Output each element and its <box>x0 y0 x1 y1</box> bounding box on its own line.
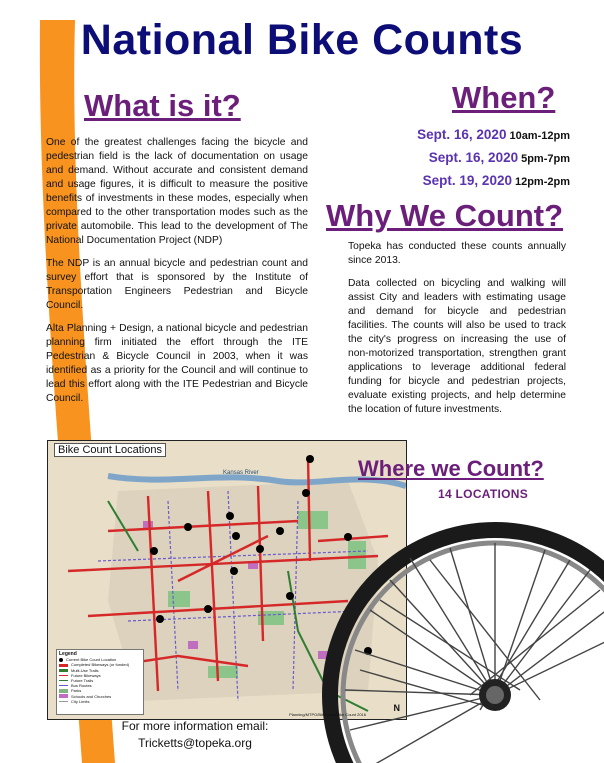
what-text-column <box>46 136 308 415</box>
date-row <box>360 124 570 147</box>
date: Sept. 16, 2020 <box>417 127 507 142</box>
why-paragraph: Topeka has conducted these counts annually since 2013. <box>348 241 566 266</box>
count-location-marker <box>286 592 294 600</box>
count-location-marker <box>256 545 264 553</box>
what-paragraph: Alta Planning + Design, a national bicycle and pedestrian planning firm initiated the effort through the ITE Pedestrian & Bicycle Council in 2003, when it was identified as a priority for the Council and will continue to lead this effort along with the ITE Pedestrian and Bicycle Council. <box>46 323 308 404</box>
legend-swatch <box>59 669 68 672</box>
count-location-marker <box>204 605 212 613</box>
why-text-column <box>348 240 566 426</box>
legend-swatch <box>59 675 68 676</box>
date-row <box>360 170 570 193</box>
legend-label: Completed Bikeways (or funded) <box>71 662 130 668</box>
map-title: Bike Count Locations <box>54 443 166 457</box>
legend-label: Future Bikeways <box>71 672 101 678</box>
date: Sept. 16, 2020 <box>428 150 519 165</box>
legend-swatch <box>59 685 68 686</box>
locations-count: 14 LOCATIONS <box>437 487 529 501</box>
map-credit: Planning/MTPO/Bikeways/Bike Count 2016 <box>289 712 366 717</box>
count-location-marker <box>150 547 158 555</box>
time: 12pm-2pm <box>514 176 570 188</box>
legend-swatch <box>59 664 68 667</box>
north-arrow-icon: N <box>393 703 400 713</box>
count-location-marker <box>156 615 164 623</box>
time: 5pm-7pm <box>521 153 570 165</box>
legend-swatch <box>59 658 63 662</box>
date: Sept. 19, 2020 <box>422 173 512 188</box>
count-location-marker <box>184 523 192 531</box>
legend-label: Bus Routes <box>71 683 92 689</box>
legend-swatch <box>59 701 68 702</box>
date-row <box>360 147 570 170</box>
legend-title: Legend <box>59 651 77 657</box>
legend-label: Current Bike Count Location <box>66 657 117 663</box>
count-location-marker <box>230 567 238 575</box>
river-label: Kansas River <box>223 470 259 476</box>
where-heading: Where we Count? <box>358 456 544 481</box>
count-location-marker <box>226 512 234 520</box>
why-paragraph: Data collected on bicycling and walking will assist City and leaders with estimating usage and demand for bicycle and pedestrian facilities. The counts will also be used to track the city's progress on increasing the use of non-motorized transportation, strengthen grant applications to leverage additional federal funding for bicycle and pedestrian projects, evaluate existing projects, and help determine the location of future investments. <box>348 278 566 415</box>
what-heading: What is it? <box>84 88 241 123</box>
contact-info <box>70 718 320 752</box>
count-location-marker <box>232 532 240 540</box>
legend-label: Multi-Use Trails <box>71 667 99 673</box>
legend-swatch <box>59 680 68 681</box>
contact-email[interactable]: Tricketts@topeka.org <box>138 736 252 750</box>
legend-item <box>59 699 141 704</box>
page-title: National Bike Counts <box>80 16 524 64</box>
time: 10am-12pm <box>509 130 570 142</box>
count-dates <box>360 124 570 193</box>
legend-label: City Limits <box>71 698 90 704</box>
legend-swatch <box>59 694 68 698</box>
what-paragraph: One of the greatest challenges facing the bicycle and pedestrian field is the lack of documentation on usage and demand. Without accurate and consistent demand and usage figures, it is difficult to measure the positive benefits of investments in these modes, especially when compared to the other transportation modes such as the private automobile. This lead to the development of The National Documentation Project (NDP) <box>46 137 308 246</box>
legend-swatch <box>59 689 68 693</box>
legend-label: Future Trails <box>71 678 94 684</box>
legend-label: Schools and Churches <box>71 693 112 699</box>
count-location-marker <box>276 527 284 535</box>
what-paragraph: The NDP is an annual bicycle and pedestrian count and survey effort that is sponsored by the Institute of Transportation Engineers Pedestrian and Bicycle Council. <box>46 258 308 311</box>
map-legend <box>56 649 144 715</box>
legend-label: Parks <box>71 688 82 694</box>
contact-line: For more information email: <box>121 719 269 733</box>
why-heading: Why We Count? <box>326 198 564 233</box>
when-heading: When? <box>452 80 556 115</box>
